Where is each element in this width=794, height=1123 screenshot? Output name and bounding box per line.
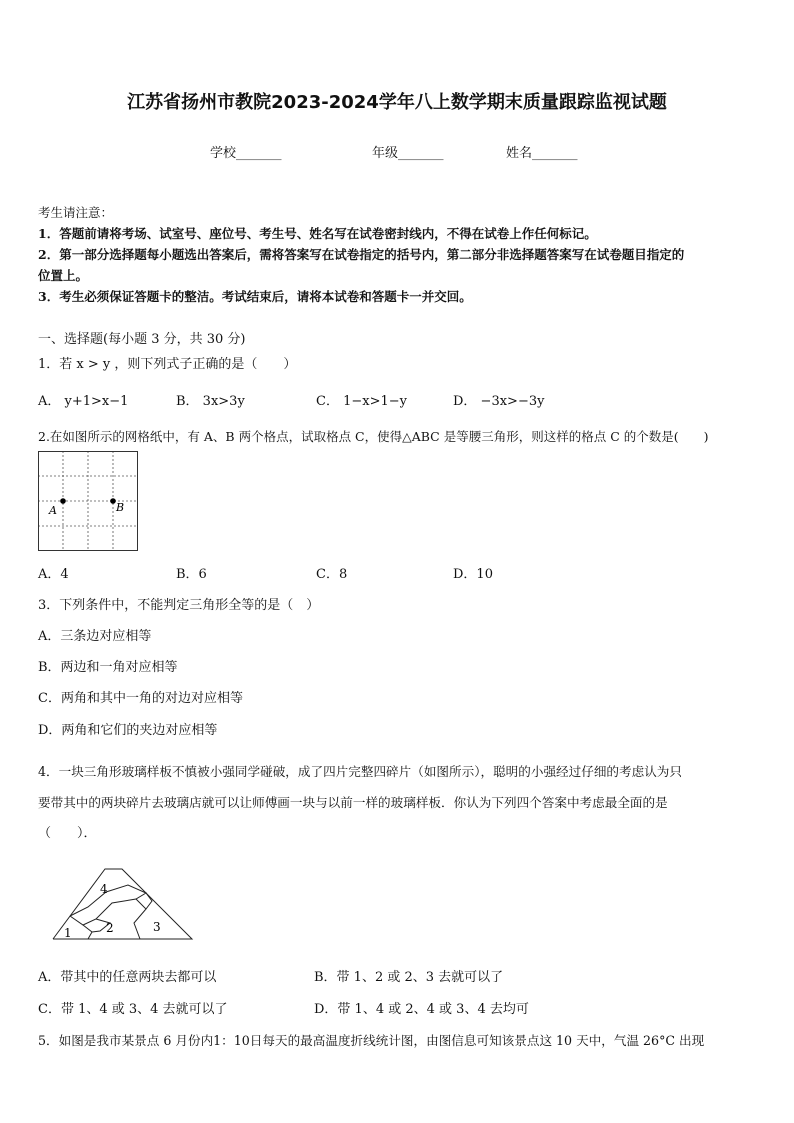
q2-option-d: D．10	[453, 567, 493, 582]
q4-broken-glass-figure	[50, 865, 200, 943]
grade-field: 年级_______	[372, 146, 444, 161]
q1-option-b: B． 3x>3y	[176, 394, 245, 409]
q1-option-a: A． y+1>x−1	[38, 394, 129, 409]
q3-option-d: D．两角和它们的夹边对应相等	[38, 723, 218, 738]
school-field: 学校_______	[210, 146, 282, 161]
q3-option-a: A．三条边对应相等	[38, 629, 152, 644]
q3-option-b: B．两边和一角对应相等	[38, 660, 178, 675]
q4-option-c: C．带 1、4 或 3、4 去就可以了	[38, 1002, 228, 1017]
q3-stem: 3．下列条件中，不能判定三角形全等的是（ ）	[38, 598, 320, 613]
q1-option-d: D． −3x>−3y	[453, 394, 545, 409]
q4-stem-line3: （ ）．	[38, 826, 97, 841]
q1-stem: 1．若 x > y ，则下列式子正确的是（ ）	[38, 357, 297, 372]
q4-option-b: B．带 1、2 或 2、3 去就可以了	[314, 970, 504, 985]
point-a	[60, 498, 66, 504]
name-field: 姓名_______	[506, 146, 578, 161]
q2-grid-figure	[38, 451, 140, 553]
piece-4-label: 4	[100, 882, 108, 896]
section-heading: 一、选择题(每小题 3 分，共 30 分)	[38, 332, 246, 347]
notice-heading: 考生请注意：	[38, 205, 114, 220]
point-a-label: A	[49, 504, 57, 517]
q1-option-c: C． 1−x>1−y	[316, 394, 407, 409]
point-b-label: B	[116, 501, 125, 514]
q4-option-a: A．带其中的任意两块去都可以	[38, 970, 217, 985]
point-b	[110, 498, 116, 504]
q4-stem-line2: 要带其中的两块碎片去玻璃店就可以让师傅画一块与以前一样的玻璃样板．你认为下列四个答案中考虑最全面的是	[38, 795, 668, 810]
notice-item-3: 3．考生必须保证答题卡的整洁。考试结束后，请将本试卷和答题卡一并交回。	[38, 289, 472, 304]
piece-1-label: 1	[64, 926, 72, 940]
q2-stem: 2.在如图所示的网格纸中，有 A、B 两个格点，试取格点 C，使得△ABC 是等腰三角形，则这样的格点 C 的个数是( )	[38, 429, 709, 444]
q2-option-c: C．8	[316, 567, 348, 582]
notice-item-2-cont: 位置上。	[38, 268, 89, 283]
piece-3-label: 3	[153, 920, 161, 934]
q4-stem-line1: 4．一块三角形玻璃样板不慎被小强同学碰破，成了四片完整四碎片（如图所示），聪明的小强经过仔细的考虑认为只	[38, 764, 682, 779]
piece-2-label: 2	[106, 921, 114, 935]
notice-item-1: 1．答题前请将考场、试室号、座位号、考生号、姓名写在试卷密封线内，不得在试卷上作任何标记。	[38, 226, 597, 241]
q4-option-d: D．带 1、4 或 2、4 或 3、4 去均可	[314, 1002, 529, 1017]
notice-item-2: 2．第一部分选择题每小题选出答案后，需将答案写在试卷指定的括号内，第二部分非选择题答案写在试卷题目指定的	[38, 247, 685, 262]
q2-option-b: B．6	[176, 567, 207, 582]
q5-stem: 5．如图是我市某景点 6 月份内1：10日每天的最高温度折线统计图，由图信息可知该景点这 10 天中，气温 26°C 出现	[38, 1033, 705, 1048]
page-title: 江苏省扬州市教院2023-2024学年八上数学期末质量跟踪监视试题	[127, 92, 667, 113]
q3-option-c: C．两角和其中一角的对边对应相等	[38, 691, 243, 706]
q2-option-a: A．4	[38, 567, 69, 582]
